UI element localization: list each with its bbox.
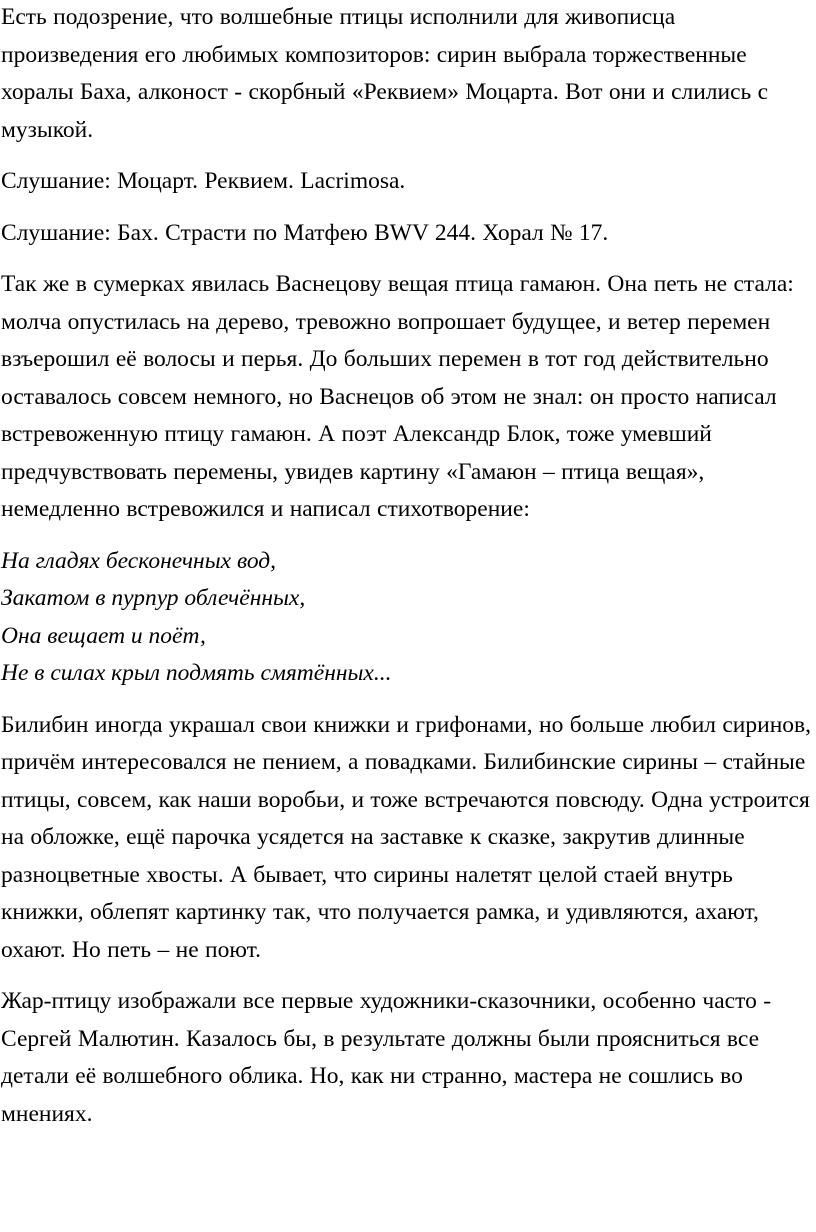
poem-line: Не в силах крыл подмять смятённых... xyxy=(1,660,392,686)
poem-line: На гладях бесконечных вод, xyxy=(1,547,277,574)
poem-line: Она вещает и поёт, xyxy=(1,622,206,649)
paragraph-composers: Есть подозрение, что волшебные птицы исполнили для живописца произведения его любимых композиторов: сирин выбрала торжественные хоралы Баха, алконост - скорбный «Реквием» Моцарта. Вот они и слились с музыкой. xyxy=(1,4,769,143)
poem-block xyxy=(1,543,816,693)
paragraph-gamayun: Так же в сумерках явилась Васнецову вещая птица гамаюн. Она петь не стала: молча опустилась на дерево, тревожно вопрошает будущее, и ветер перемен взъерошил её волосы и перья. До больших перемен в тот год действительно оставалось совсем немного, но Васнецов об этом не знал: он просто написал встревоженную птицу гамаюн. А поэт Александр Блок, тоже умевший предчувствовать перемены, увидев картину «Гамаюн – птица вещая», немедленно встревожился и написал стихотворение: xyxy=(1,271,794,522)
paragraph-listening-mozart: Слушание: Моцарт. Реквием. Lacrimosa. xyxy=(1,168,406,194)
paragraph-bilibin: Билибин иногда украшал свои книжки и грифонами, но больше любил сиринов, причём интересовался не пением, а повадками. Билибинские сирины – стайные птицы, совсем, как наши воробьи, и тоже встречаются повсюду. Одна устроится на обложке, ещё парочка усядется на заставке к сказке, закрутив длинные разноцветные хвосты. А бывает, что сирины налетят целой стаей внутрь книжки, облепят картинку так, что получается рамка, и удивляются, ахают, охают. Но петь – не поют. xyxy=(1,711,812,963)
poem-line: Закатом в пурпур облечённых, xyxy=(1,585,306,611)
paragraph-firebird: Жар-птицу изображали все первые художники-сказочники, особенно часто - Сергей Малютин. Казалось бы, в результате должны были проясниться все детали её волшебного облика. Но, как ни странно, мастера не сошлись во мнениях. xyxy=(1,988,772,1127)
paragraph-listening-bach: Слушание: Бах. Страсти по Матфею BWV 244. Хорал № 17. xyxy=(1,219,609,246)
